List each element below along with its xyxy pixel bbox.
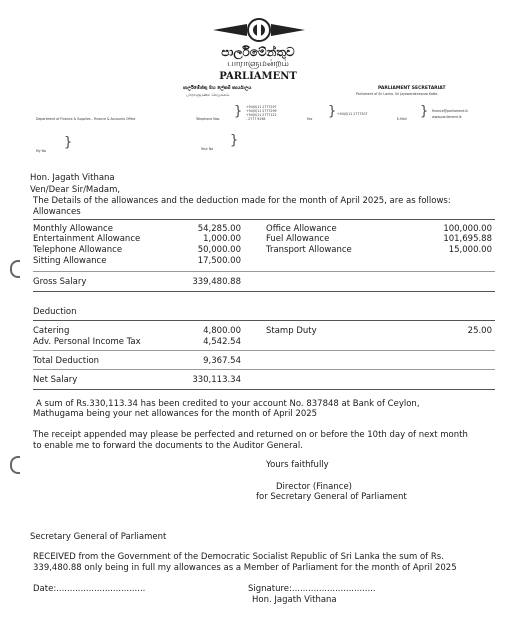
fax-number: +94(0)11 2777307	[337, 112, 368, 116]
telephone-number: +94(0)11 2777297	[246, 105, 277, 109]
punch-hole-icon	[10, 260, 20, 278]
telephone-number: +94(0)11 2777299	[246, 109, 277, 113]
receipt-signatory: Hon. Jagath Vithana	[252, 595, 337, 605]
intro-text: The Details of the allowances and the deduction made for the month of April 2025, are as follows:	[33, 196, 451, 206]
signature-field[interactable]: Signature:...............................	[248, 584, 376, 594]
allowances-heading: Allowances	[33, 207, 81, 217]
divider	[33, 369, 495, 370]
secretariat-address: Parliament of Sri Lanka, Sri Jayewardenepura Kotte.	[356, 92, 439, 96]
allowance-label: Transport Allowance	[266, 245, 352, 255]
dept-sinhala: පාර්ලිමේන්තු මහ ලේකම් කාර්යාලය	[183, 86, 252, 91]
gross-salary-amount: 339,480.88	[192, 277, 241, 287]
allowance-amount: 101,695.88	[443, 234, 492, 244]
allowance-label: Sitting Allowance	[33, 256, 107, 266]
allowance-label: Fuel Allowance	[266, 234, 330, 244]
net-salary-label: Net Salary	[33, 375, 78, 385]
deduction-label: Catering	[33, 326, 70, 336]
allowance-amount: 50,000.00	[197, 245, 241, 255]
telephone-number: +94(0)11 2777122	[246, 113, 277, 117]
allowance-amount: 15,000.00	[448, 245, 492, 255]
title-tamil: பாராளுமன்றம்	[227, 59, 289, 69]
allowance-amount: 17,500.00	[197, 256, 241, 266]
receipt-note-line: The receipt appended may please be perfected and returned on or before the 10th day of next month	[33, 430, 468, 440]
brace-icon: }	[230, 133, 239, 148]
telephone-list	[246, 105, 277, 121]
divider	[33, 291, 495, 292]
allowance-amount: 100,000.00	[443, 224, 492, 234]
telephone-label: Telephone Nos.	[196, 117, 221, 121]
divider	[33, 389, 495, 390]
receipt-note-line: to enable me to forward the documents to the Auditor General.	[33, 441, 303, 451]
brace-icon: }	[234, 104, 243, 119]
brace-icon: }	[328, 104, 337, 119]
allowance-label: Monthly Allowance	[33, 224, 113, 234]
dept-tamil: பாராளுமன்ற செயலகம்	[186, 92, 230, 97]
deduction-label: Adv. Personal Income Tax	[33, 337, 141, 347]
punch-hole-icon	[10, 456, 20, 474]
email-label: E-Mail	[397, 117, 407, 121]
net-salary-amount: 330,113.34	[192, 375, 241, 385]
credit-note-line: A sum of Rs.330,113.34 has been credited to your account No. 837848 at Bank of Ceylon,	[36, 399, 420, 409]
gross-salary-label: Gross Salary	[33, 277, 87, 287]
receipt-addressee: Secretary General of Parliament	[30, 532, 167, 542]
brace-icon: }	[420, 104, 429, 119]
signoff-on-behalf: for Secretary General of Parliament	[256, 492, 407, 502]
total-deduction-amount: 9,367.54	[203, 356, 241, 366]
credit-note-line: Mathugama being your net allowances for the month of April 2025	[33, 409, 318, 419]
divider	[33, 350, 495, 351]
receipt-line: 339,480.88 only being in full my allowances as a Member of Parliament for the month of April 2025	[33, 563, 457, 573]
your-no-label: Your No	[201, 147, 214, 151]
divider	[33, 320, 495, 321]
parliament-crest-icon	[211, 17, 307, 43]
office-label: Department of Finance & Supplies - Finance & Accounts Office	[36, 117, 136, 121]
deduction-amount: 25.00	[467, 326, 492, 336]
title-english: PARLIAMENT	[219, 71, 297, 82]
brace-icon: }	[64, 135, 73, 150]
deduction-amount: 4,542.54	[203, 337, 241, 347]
allowance-label: Telephone Allowance	[33, 245, 123, 255]
title-sinhala: පාර්ලිමේන්තුව	[221, 45, 295, 59]
web-address: www.parliament.lk	[432, 115, 462, 119]
deduction-amount: 4,800.00	[203, 326, 241, 336]
divider	[33, 219, 495, 220]
salutation: Ven/Dear Sir/Madam,	[30, 185, 121, 195]
signoff-designation: Director (Finance)	[276, 482, 352, 492]
allowance-amount: 54,285.00	[197, 224, 241, 234]
recipient-name: Hon. Jagath Vithana	[30, 173, 115, 183]
my-no-label: My No	[36, 149, 46, 153]
telephone-number: - 2777 9298	[246, 117, 266, 121]
divider	[33, 271, 495, 272]
allowance-amount: 1,000.00	[203, 234, 241, 244]
allowance-label: Entertainment Allowance	[33, 234, 141, 244]
receipt-line: RECEIVED from the Government of the Democratic Socialist Republic of Sri Lanka the sum of Rs.	[33, 552, 444, 562]
closing: Yours faithfully	[266, 460, 329, 470]
fax-label: Fax	[307, 117, 313, 121]
date-field[interactable]: Date:.................................	[33, 584, 146, 594]
email-address: finance@parliament.lk	[432, 109, 468, 113]
deduction-label: Stamp Duty	[266, 326, 317, 336]
total-deduction-label: Total Deduction	[33, 356, 100, 366]
secretariat-label: PARLIAMENT SECRETARIAT	[378, 86, 446, 91]
allowance-label: Office Allowance	[266, 224, 337, 234]
deduction-heading: Deduction	[33, 307, 77, 317]
